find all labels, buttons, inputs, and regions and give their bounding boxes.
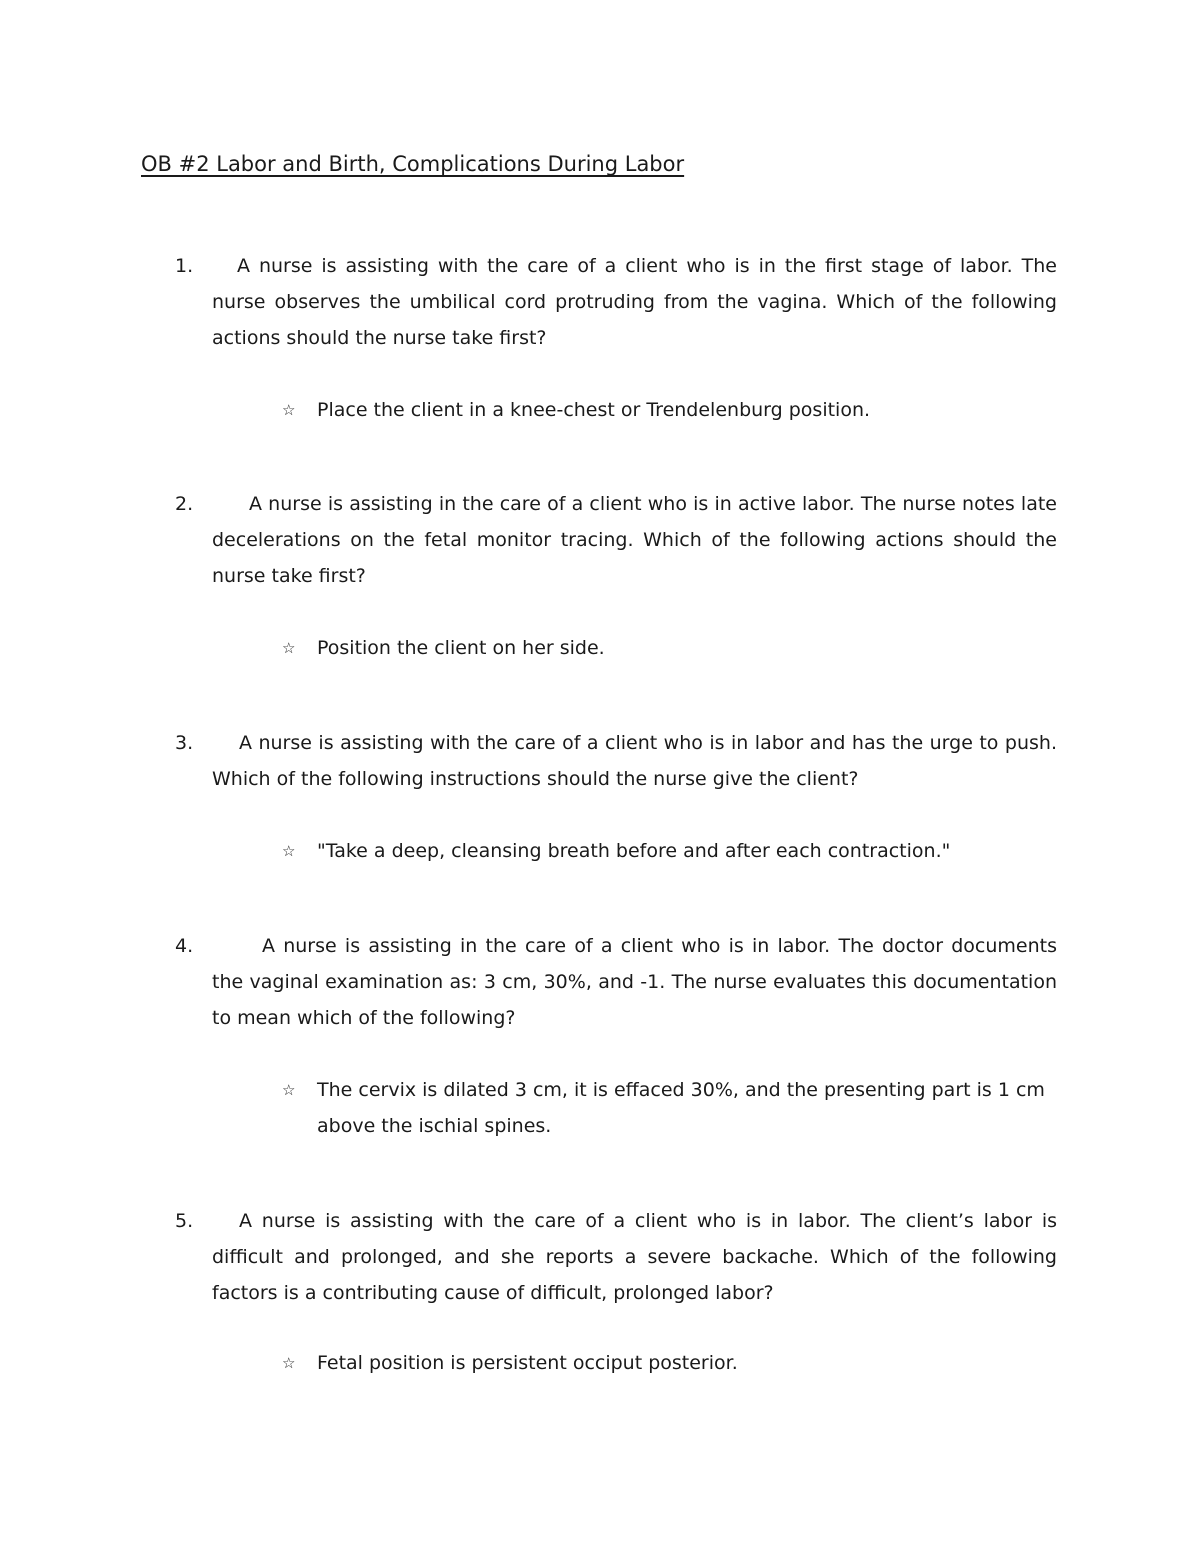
question-text: A nurse is assisting with the care of a client who is in labor and has the urge to push. Which of the following instructions should the nurse give the client? (212, 732, 1057, 790)
question-text: A nurse is assisting in the care of a client who is in active labor. The nurse notes late decelerations on the fetal monitor tracing. Which of the following actions should the nurse take first? (212, 493, 1057, 587)
answer-text: "Take a deep, cleansing breath before and after each contraction." (317, 840, 951, 862)
answer-text: Position the client on her side. (317, 637, 605, 659)
question-text: A nurse is assisting with the care of a client who is in labor. The client’s labor is difficult and prolonged, and she reports a severe backache. Which of the following factors is a contributing cause of difficult, prolonged labor? (212, 1210, 1057, 1304)
answer-text: Place the client in a knee-chest or Trendelenburg position. (317, 399, 871, 421)
question-text: A nurse is assisting in the care of a client who is in labor. The doctor documents the vaginal examination as: 3 cm, 30%, and -1. The nurse evaluates this documentation to mean which of the following? (212, 935, 1057, 1029)
answer-text: The cervix is dilated 3 cm, it is effaced 30%, and the presenting part is 1 cm above the ischial spines. (317, 1079, 1045, 1137)
question-number: 1. (175, 255, 194, 277)
star-icon: ☆ (282, 842, 296, 860)
question-number: 4. (175, 935, 194, 957)
answer-text: Fetal position is persistent occiput posterior. (317, 1352, 738, 1374)
star-icon: ☆ (282, 1081, 296, 1099)
star-icon: ☆ (282, 1354, 296, 1372)
question-number: 3. (175, 732, 194, 754)
question-text: A nurse is assisting with the care of a client who is in the first stage of labor. The nurse observes the umbilical cord protruding from the vagina. Which of the following actions should the nurse take first? (212, 255, 1057, 349)
star-icon: ☆ (282, 639, 296, 657)
question-number: 2. (175, 493, 194, 515)
star-icon: ☆ (282, 401, 296, 419)
document-title: OB #2 Labor and Birth, Complications During Labor (141, 152, 685, 176)
question-number: 5. (175, 1210, 194, 1232)
